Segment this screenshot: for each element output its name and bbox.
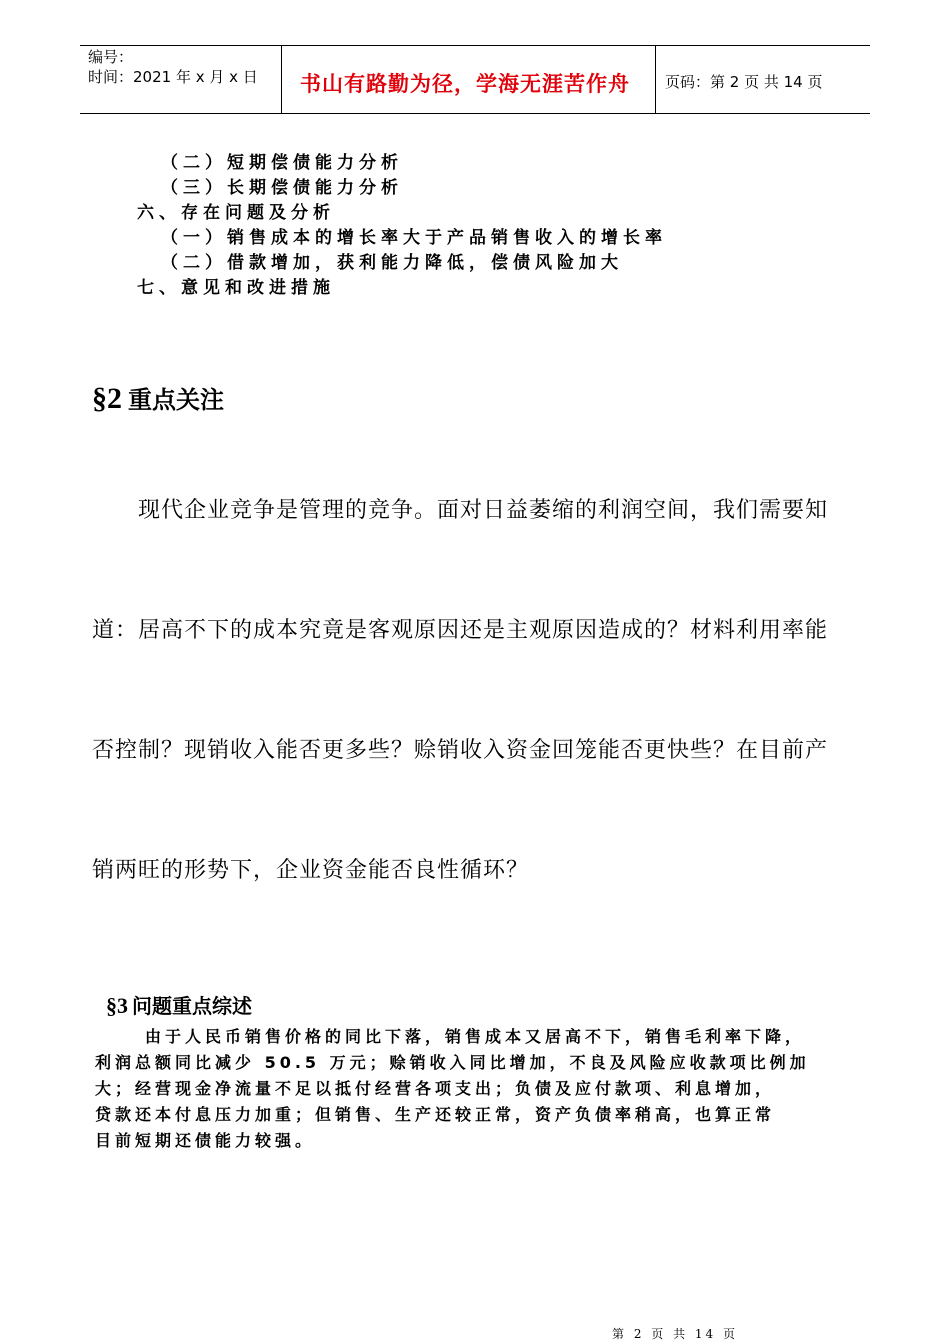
paragraph-line: 销两旺的形势下，企业资金能否良性循环？ [92,858,530,883]
section-2-number: §2 [92,382,122,415]
summary-line: 大；经营现金净流量不足以抵付经营各项支出；负债及应付款项、利息增加， [95,1079,776,1098]
outline-item: （一）销售成本的增长率大于产品销售收入的增长率 [161,228,667,248]
outline-item: 六、存在问题及分析 [137,203,335,223]
date-label: 时间：2021 年 x 月 x 日 [88,68,258,86]
paragraph-line: 否控制？现销收入能否更多些？赊销收入资金回笼能否更快些？在目前产 [92,738,829,763]
summary-line: 由于人民币销售价格的同比下落，销售成本又居高不下，销售毛利率下降， [145,1027,806,1046]
section-2-title: 重点关注 [128,386,224,414]
paragraph-line: 道：居高不下的成本究竟是客观原因还是主观原因造成的？材料利用率能 [92,618,829,643]
serial-number-label: 编号： [88,48,134,66]
summary-line: 利润总额同比减少 50.5 万元；赊销收入同比增加，不良及风险应收款项比例加 [95,1053,810,1072]
outline-item: （二）借款增加，获利能力降低，偿债风险加大 [161,253,623,273]
footer-page-number: 第 2 页 共 14 页 [612,1327,738,1341]
section-2-heading [92,380,224,416]
header-divider-left [281,45,282,113]
header-motto: 书山有路勤为径，学海无涯苦作舟 [300,72,630,96]
header-divider-right [655,45,656,113]
paragraph-line: 现代企业竞争是管理的竞争。面对日益萎缩的利润空间，我们需要知 [138,498,829,523]
outline-item: 七、意见和改进措施 [137,278,335,298]
section-3-number: §3 [106,993,128,1018]
outline-item: （三）长期偿债能力分析 [161,178,403,198]
section-3-heading [106,990,252,1019]
header-top-border [80,45,870,46]
header-page-label: 页码：第 2 页 共 14 页 [665,73,823,91]
outline-item: （二）短期偿债能力分析 [161,153,403,173]
header-bottom-border [80,113,870,114]
summary-line: 贷款还本付息压力加重；但销售、生产还较正常，资产负债率稍高，也算正常 [95,1105,776,1124]
summary-line: 目前短期还债能力较强。 [95,1131,316,1150]
section-3-title: 问题重点综述 [132,994,252,1018]
